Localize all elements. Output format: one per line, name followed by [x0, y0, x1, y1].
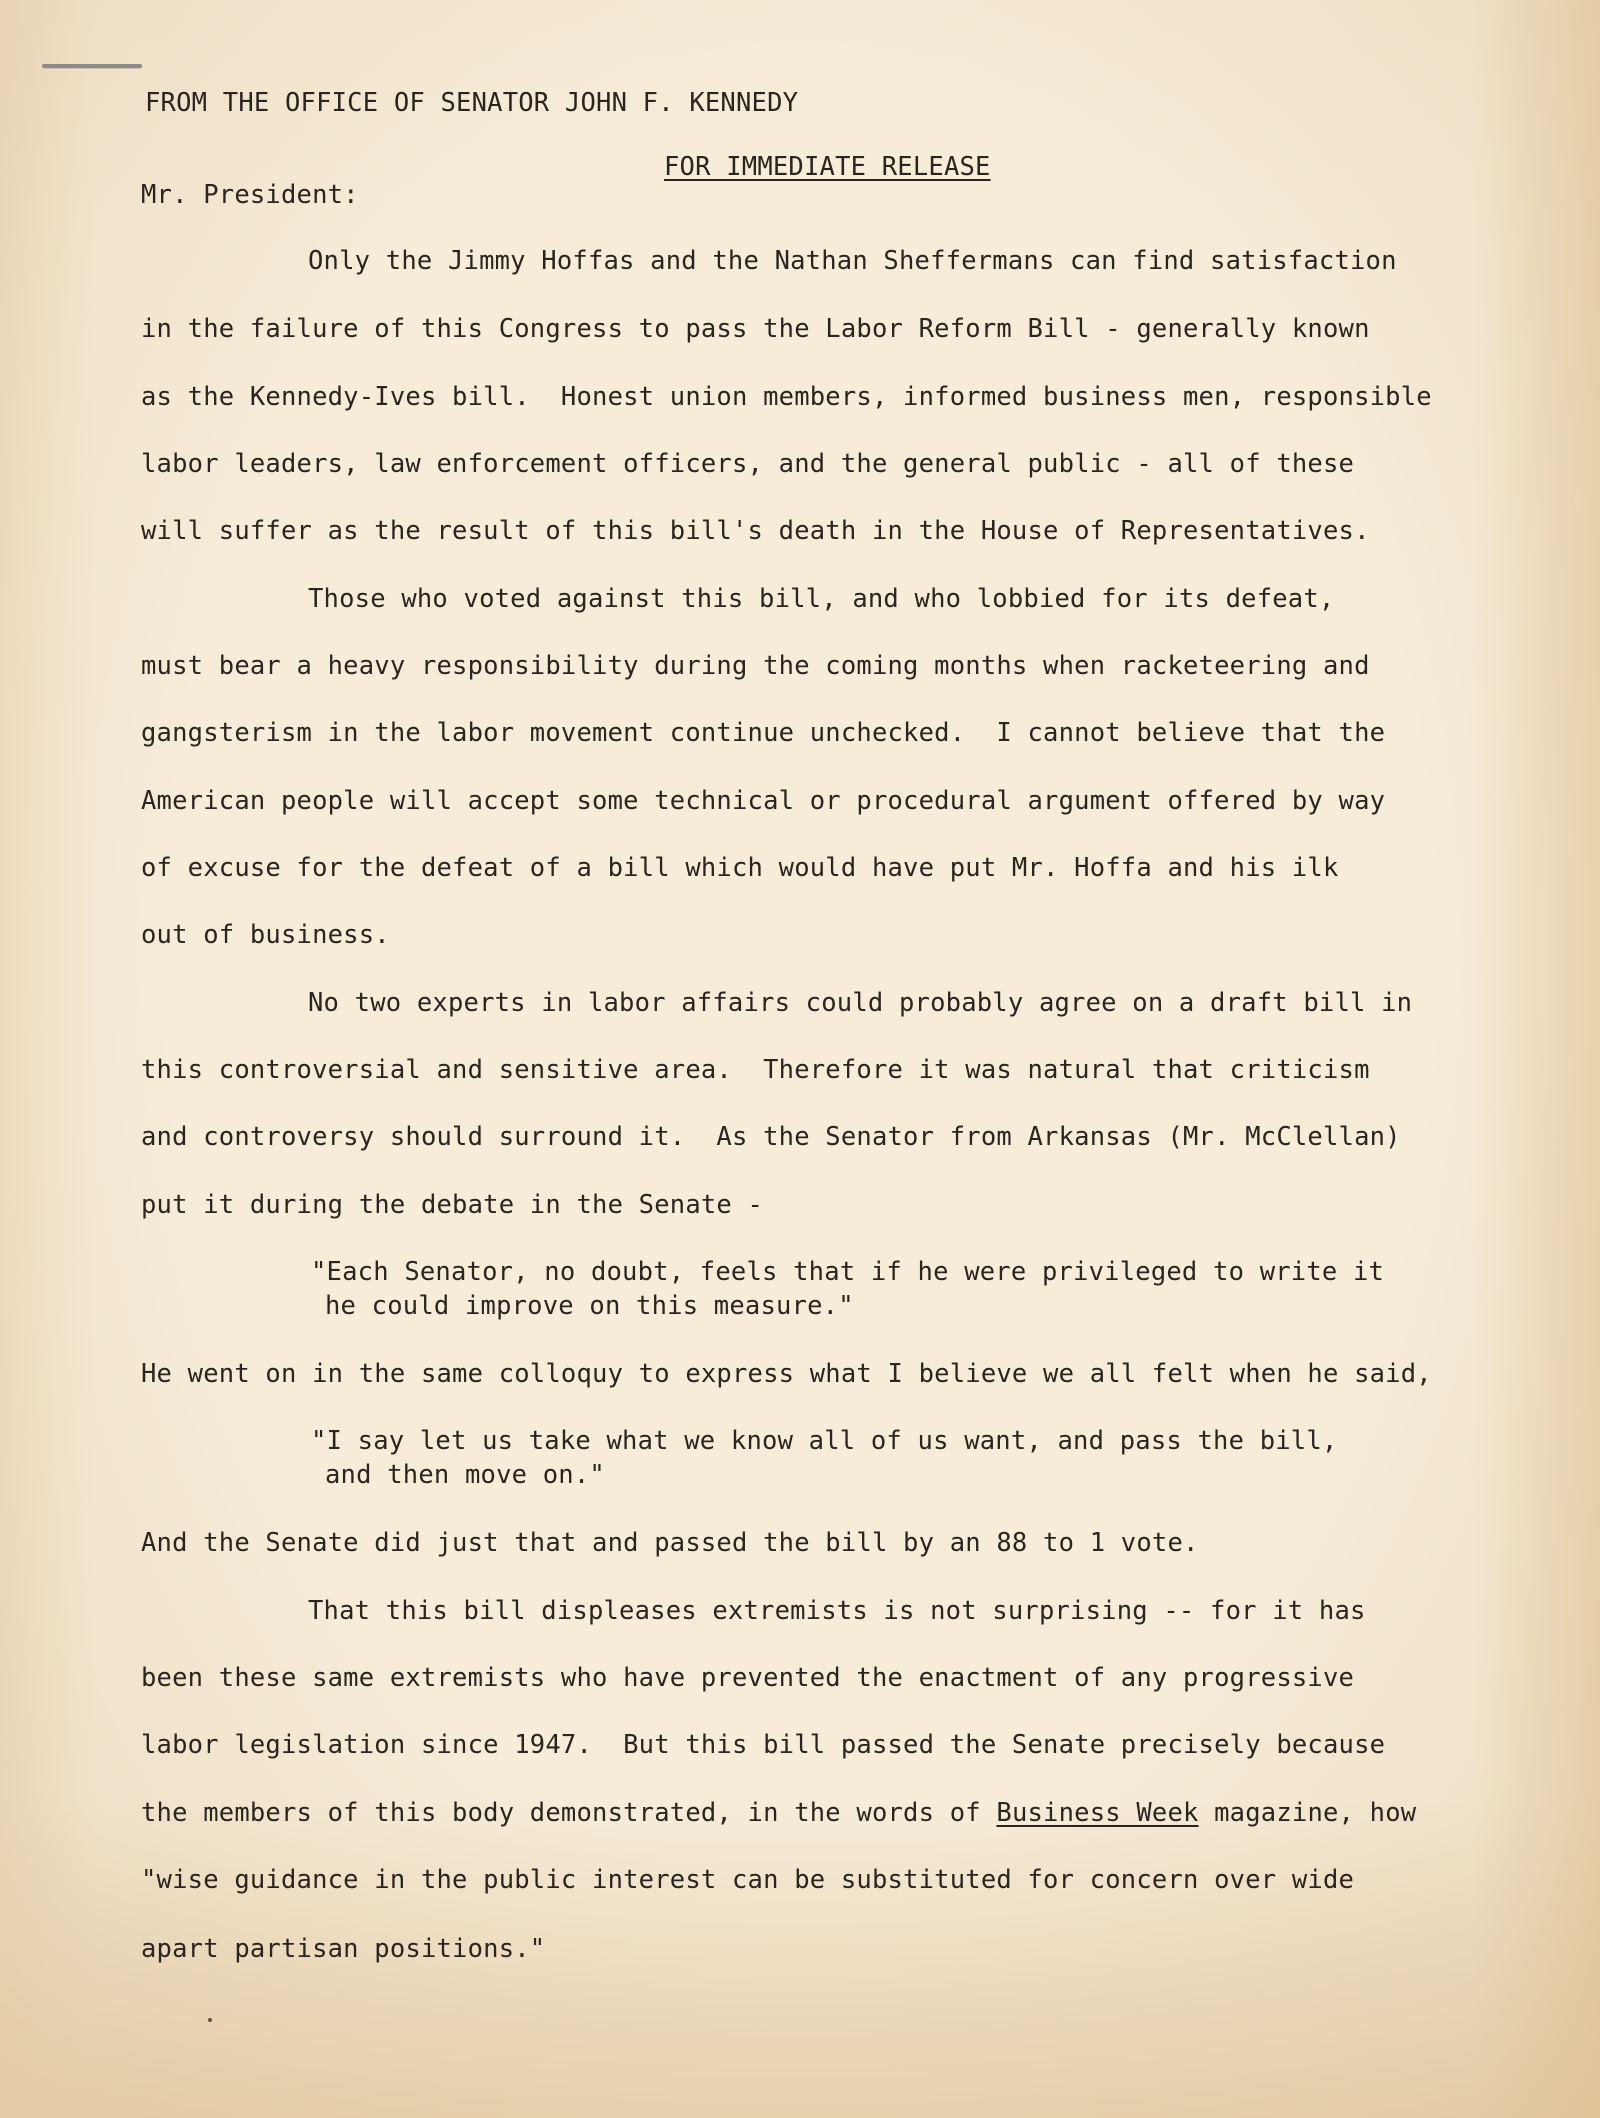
quote-2-line-2: and then move on." — [325, 1460, 605, 1490]
paragraph-1-line-1: Only the Jimmy Hoffas and the Nathan Sheffermans can find satisfaction — [308, 246, 1397, 276]
paragraph-2-line-6: out of business. — [141, 920, 390, 950]
release-notice: FOR IMMEDIATE RELEASE — [664, 152, 991, 182]
paragraph-2-line-3: gangsterism in the labor movement continue unchecked. I cannot believe that the — [141, 718, 1386, 748]
paragraph-5-line-1: And the Senate did just that and passed the bill by an 88 to 1 vote. — [141, 1528, 1199, 1558]
paragraph-6-line-2: been these same extremists who have prevented the enactment of any progressive — [141, 1663, 1355, 1693]
paragraph-3-line-2: this controversial and sensitive area. Therefore it was natural that criticism — [141, 1055, 1370, 1085]
paragraph-1-line-2: in the failure of this Congress to pass the Labor Reform Bill - generally known — [141, 314, 1370, 344]
paragraph-6-line-3: labor legislation since 1947. But this bill passed the Senate precisely because — [141, 1730, 1386, 1760]
office-header: FROM THE OFFICE OF SENATOR JOHN F. KENNEDY — [145, 88, 799, 118]
paragraph-6-line-6: apart partisan positions." — [141, 1934, 546, 1964]
paragraph-1-line-4: labor leaders, law enforcement officers, and the general public - all of these — [141, 449, 1355, 479]
paragraph-6-line-1: That this bill displeases extremists is not surprising -- for it has — [308, 1596, 1366, 1626]
paragraph-4-line-1: He went on in the same colloquy to express what I believe we all felt when he said, — [141, 1359, 1432, 1389]
paragraph-1-line-3: as the Kennedy-Ives bill. Honest union members, informed business men, responsible — [141, 382, 1432, 412]
quote-1-line-1: "Each Senator, no doubt, feels that if he were privileged to write it — [311, 1257, 1385, 1287]
paragraph-2-line-5: of excuse for the defeat of a bill which would have put Mr. Hoffa and his ilk — [141, 853, 1339, 883]
paragraph-3-line-3: and controversy should surround it. As the Senator from Arkansas (Mr. McClellan) — [141, 1122, 1401, 1152]
line-4-text-after: magazine, how — [1198, 1798, 1417, 1828]
publication-title-business-week: Business Week — [996, 1798, 1199, 1828]
paragraph-2-line-2: must bear a heavy responsibility during the coming months when racketeering and — [141, 651, 1370, 681]
paragraph-6-line-4 — [141, 1798, 1416, 1828]
paragraph-3-line-4: put it during the debate in the Senate - — [141, 1190, 764, 1220]
quote-1-line-2: he could improve on this measure." — [325, 1291, 854, 1321]
quote-2-line-1: "I say let us take what we know all of us want, and pass the bill, — [311, 1426, 1338, 1456]
line-4-text-before: the members of this body demonstrated, in the words of — [141, 1798, 997, 1828]
ink-speck — [208, 2018, 212, 2022]
paragraph-3-line-1: No two experts in labor affairs could probably agree on a draft bill in — [308, 988, 1413, 1018]
paragraph-1-line-5: will suffer as the result of this bill's death in the House of Representatives. — [141, 516, 1370, 546]
paragraph-6-line-5: "wise guidance in the public interest can be substituted for concern over wide — [141, 1865, 1355, 1895]
paragraph-2-line-4: American people will accept some technical or procedural argument offered by way — [141, 786, 1386, 816]
paragraph-2-line-1: Those who voted against this bill, and who lobbied for its defeat, — [308, 584, 1335, 614]
paper-clip-mark — [42, 64, 142, 68]
salutation: Mr. President: — [141, 180, 359, 210]
